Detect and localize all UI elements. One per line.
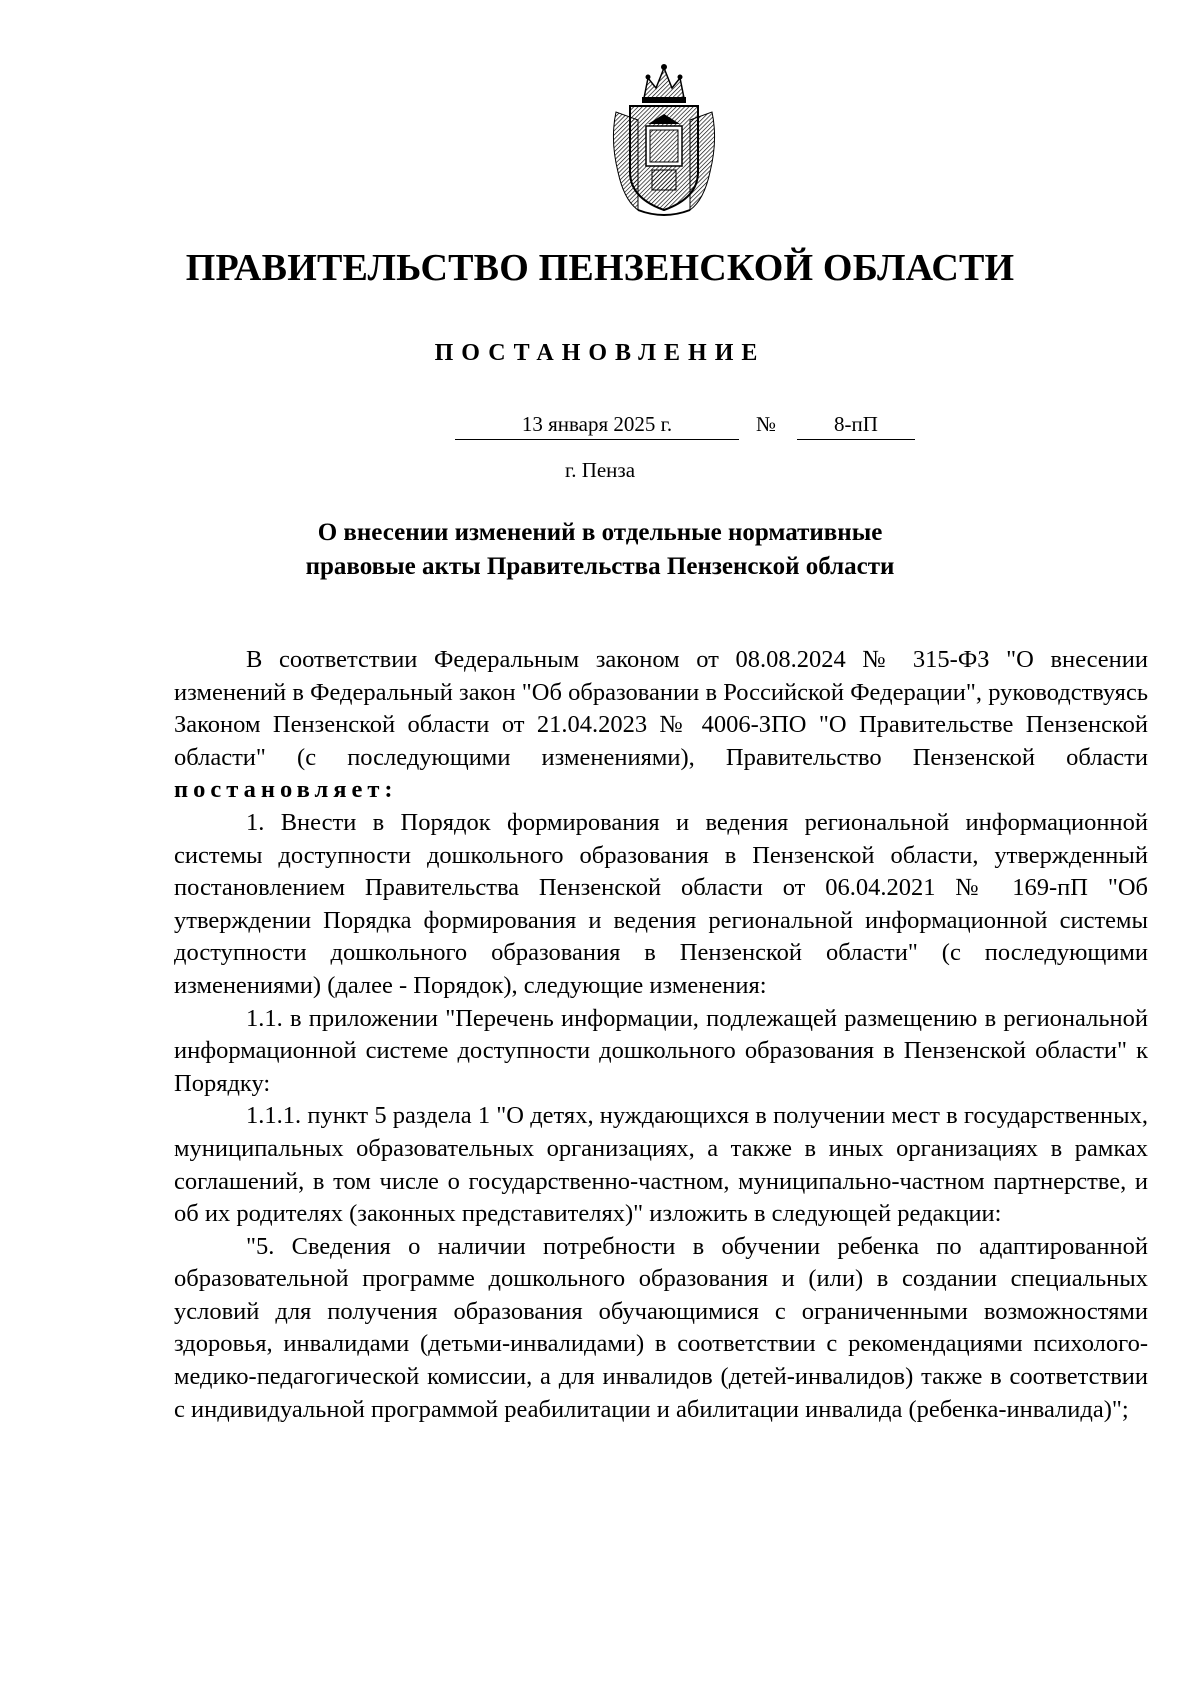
item-1-paragraph: 1. Внести в Порядок формирования и ведения региональной информационной системы доступности дошкольного образования в Пензенской области, утвержденный постановлением Правительства Пензенской области от 06.04.2021 № 169-пП "Об утверждении Порядка формирования и ведения региональной информационной системы доступности дошкольного образования в Пензенской области" (с последующими изменениями) (далее - Порядок), следующие изменения: <box>174 808 1148 999</box>
document-number: 8-пП <box>797 412 915 440</box>
resolves-word: постановляет: <box>174 776 398 804</box>
subject-line-1: О внесении изменений в отдельные нормативные <box>317 519 883 546</box>
date-number-row <box>455 412 915 446</box>
preamble-text: В соответствии Федеральным законом от 08.08.2024 № 315-ФЗ "О внесении изменений в Федеральный закон "Об образовании в Российской Федерации", руководствуясь Законом Пензенской области от 21.04.2023 № 4006-ЗПО "О Правительстве Пензенской области" (с последующими изменениями), Правительство Пензенской области <box>174 646 1148 771</box>
number-sign: № <box>755 412 777 436</box>
document-subject <box>0 516 1200 584</box>
organization-title: ПРАВИТЕЛЬСТВО ПЕНЗЕНСКОЙ ОБЛАСТИ <box>185 247 1015 289</box>
document-type: ПОСТАНОВЛЕНИЕ <box>434 340 766 366</box>
document-city: г. Пенза <box>564 458 636 482</box>
preamble-paragraph <box>174 644 1148 807</box>
item-1-1-paragraph: 1.1. в приложении "Перечень информации, подлежащей размещению в региональной информационной системе доступности дошкольного образования в Пензенской области" к Порядку: <box>174 1004 1148 1097</box>
subject-line-2: правовые акты Правительства Пензенской области <box>305 553 895 580</box>
item-1-1-1-paragraph: 1.1.1. пункт 5 раздела 1 "О детях, нуждающихся в получении мест в государственных, муниципальных образовательных организациях, а также в иных организациях в рамках соглашений, в том числе о государственно-частном, муниципально-частном партнерстве, и об их родителях (законных представителях)" изложить в следующей редакции: <box>174 1102 1148 1228</box>
coat-of-arms-icon <box>608 60 720 218</box>
document-date: 13 января 2025 г. <box>455 412 739 440</box>
item-5-quote-paragraph: "5. Сведения о наличии потребности в обучении ребенка по адаптированной образовательной программе дошкольного образования и (или) в создании специальных условий для получения образования обучающимися с ограниченными возможностями здоровья, инвалидами (детьми-инвалидами) в соответствии с рекомендациями психолого-медико-педагогической комиссии, а для инвалидов (детей-инвалидов) также в соответствии с индивидуальной программой реабилитации и абилитации инвалида (ребенка-инвалида)"; <box>174 1232 1148 1423</box>
document-body <box>174 644 1148 1426</box>
